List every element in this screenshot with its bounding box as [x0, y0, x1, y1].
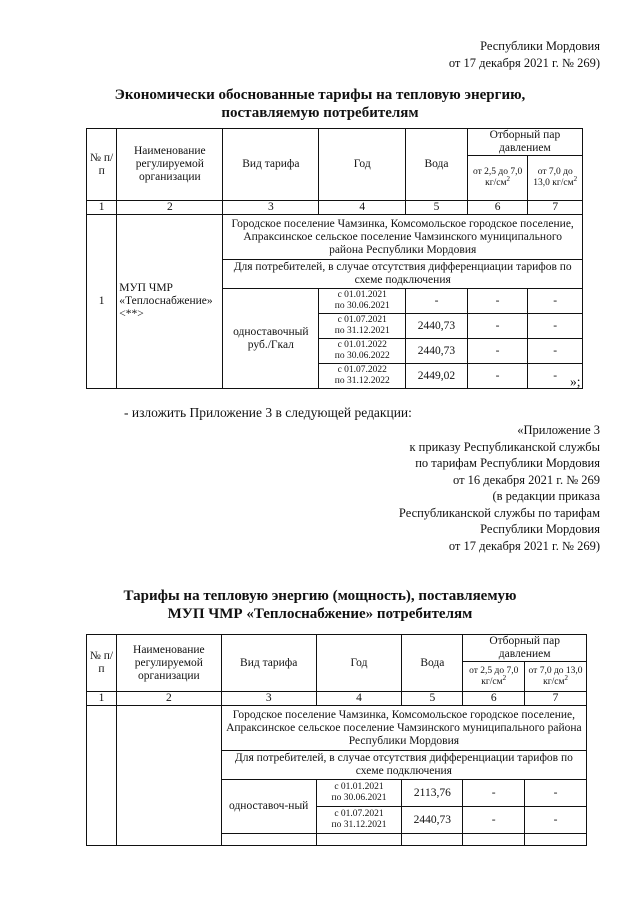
title2-line-1: Тарифы на тепловую энергию (мощность), поставляемую	[123, 588, 517, 604]
column-index-row: 1 2 3 4 5 6 7	[87, 201, 583, 215]
period-cell: с 01.07.2022 по 31.12.2022	[319, 364, 406, 389]
col-header-year: Год	[319, 129, 406, 201]
settlement-description: Городское поселение Чамзинка, Комсомольское городское поселение, Апраксинское сельское поселение Чамзинского муниципального района Республики Мордовия	[223, 215, 583, 260]
consumers-description: Для потребителей, в случае отсутствия дифференциации тарифов по схеме подключения	[221, 751, 586, 780]
steam-high-value: -	[525, 807, 587, 834]
steam-low-value: -	[467, 339, 528, 364]
settlement-description: Городское поселение Чамзинка, Комсомольское городское поселение, Апраксинское сельское поселение Чамзинского муниципального района Республики Мордовия	[221, 706, 586, 751]
tariff-table-1	[86, 128, 583, 389]
tariff-type-cell: одноставоч-ный	[221, 780, 316, 834]
instruction-text: - изложить Приложение 3 в следующей редакции:	[124, 405, 412, 420]
water-value: 2449,02	[406, 364, 468, 389]
period-cell: с 01.01.2021 по 30.06.2021	[319, 289, 406, 314]
organization-name: МУП ЧМР «Теплоснабжение» <**>	[117, 215, 223, 389]
steam-high-value: -	[528, 289, 583, 314]
row-number: 1	[87, 215, 117, 389]
steam-low-value: -	[467, 289, 528, 314]
col-header-year: Год	[316, 635, 402, 692]
title1-line-1: Экономически обоснованные тарифы на тепловую энергию,	[114, 87, 526, 103]
col-header-num: № п/п	[87, 635, 117, 692]
col-header-steam-low: от 2,5 до 7,0 $кг/см^2$	[463, 662, 525, 692]
steam-low-value: -	[463, 780, 525, 807]
row-number-empty	[87, 706, 117, 846]
header-line-1: Республики Мордовия	[480, 39, 600, 53]
col-header-water: Вода	[406, 129, 468, 201]
steam-low-value: -	[467, 364, 528, 389]
title-tariffs-teplosnabzhenie	[0, 587, 640, 623]
column-index-row: 1 2 3 4 5 6 7	[87, 692, 587, 706]
col-header-steam-high: от 7,0 до 13,0 $кг/см^2$	[525, 662, 587, 692]
closing-quote: »;	[570, 374, 581, 389]
period-cell: с 01.01.2022 по 30.06.2022	[319, 339, 406, 364]
title2-line-2: МУП ЧМР «Теплоснабжение» потребителям	[167, 606, 473, 622]
water-value: 2440,73	[406, 314, 468, 339]
col-header-water: Вода	[402, 635, 463, 692]
steam-low-value: -	[467, 314, 528, 339]
water-value: 2113,76	[402, 780, 463, 807]
period-cell: с 01.07.2021 по 31.12.2021	[316, 807, 402, 834]
period-cell: с 01.01.2021 по 30.06.2021	[316, 780, 402, 807]
col-header-num: № п/п	[87, 129, 117, 201]
col-header-org: Наименование регулируемой организации	[116, 635, 221, 692]
header-line-2: от 17 декабря 2021 г. № 269)	[448, 55, 600, 70]
col-header-tariff-type: Вид тарифа	[223, 129, 319, 201]
steam-low-value: -	[463, 807, 525, 834]
consumers-description: Для потребителей, в случае отсутствия дифференциации тарифов по схеме подключения	[223, 260, 583, 289]
col-header-steam-high: от 7,0 до 13,0 $кг/см^2$	[528, 156, 583, 201]
col-header-steam: Отборный пар давлением	[467, 129, 582, 156]
period-cell: с 01.07.2021 по 31.12.2021	[319, 314, 406, 339]
water-value: 2440,73	[406, 339, 468, 364]
header-reference	[449, 38, 600, 71]
col-header-tariff-type: Вид тарифа	[221, 635, 316, 692]
steam-high-value: -	[528, 314, 583, 339]
tariff-table-2	[86, 634, 587, 846]
tariff-type-cell: одноставочный руб./Гкал	[223, 289, 319, 389]
water-value: -	[406, 289, 468, 314]
organization-empty	[116, 706, 221, 846]
col-header-org: Наименование регулируемой организации	[117, 129, 223, 201]
title-economic-tariffs	[0, 86, 640, 122]
steam-high-value: -	[525, 780, 587, 807]
col-header-steam-low: от 2,5 до 7,0 $кг/см^2$	[467, 156, 528, 201]
water-value: 2440,73	[402, 807, 463, 834]
col-header-steam: Отборный пар давлением	[463, 635, 587, 662]
steam-high-value: -	[528, 339, 583, 364]
title1-line-2: поставляемую потребителям	[221, 105, 419, 121]
appendix-reference: «Приложение 3 к приказу Республиканской службы по тарифам Республики Мордовия от 16 декабря 2021 г. № 269 (в редакции приказа Республиканской службы по тарифам Республики Мордовия от 17 декабря 2021 г. № 269)	[398, 423, 600, 553]
steam-high-value: -	[528, 364, 583, 389]
